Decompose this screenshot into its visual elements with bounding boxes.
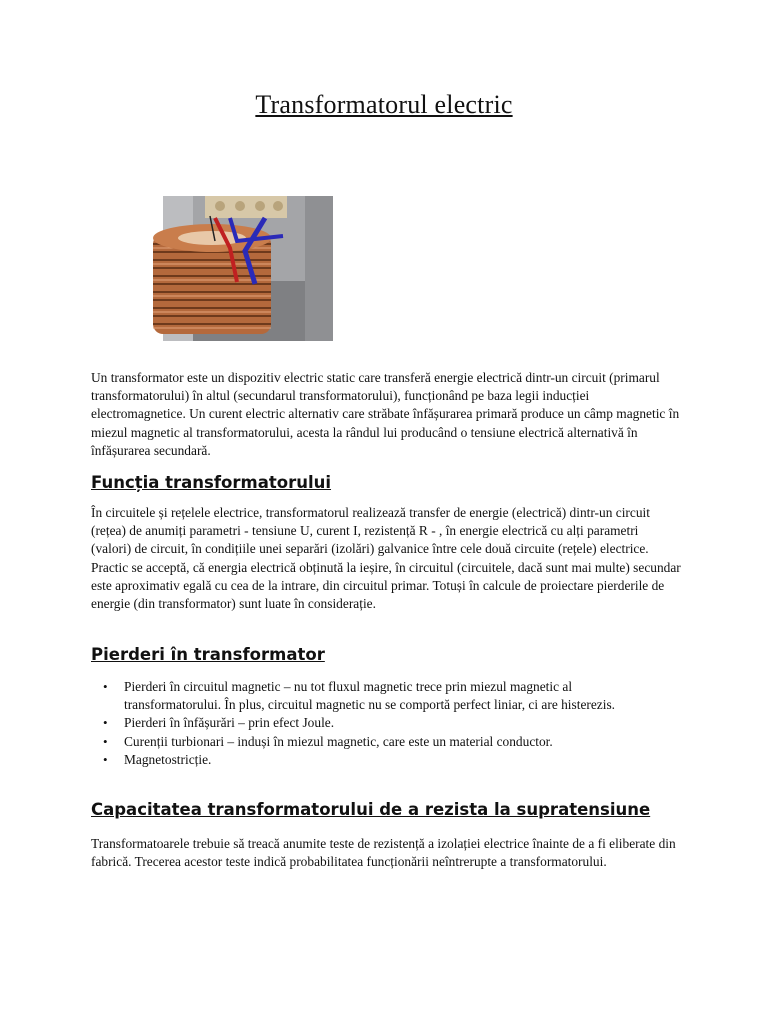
list-item-text: Curenții turbionari – induși în miezul magnetic, care este un material conductor. (124, 733, 553, 749)
section-heading-function: Funcția transformatorului (91, 473, 332, 492)
losses-list (103, 678, 663, 769)
transformer-coil-illustration (145, 186, 345, 346)
list-item-text: Magnetostricție. (124, 751, 212, 767)
intro-paragraph: Un transformator este un dispozitiv electric static care transferă energie electrică dintr-un circuit (primarul transformatorului) în altul (secundarul transformatorului), funcționând pe baza legii inducției electromagnetice. Un curent electric alternativ care străbate înfășurarea primară produce un câmp magnetic în miezul magnetic al transformatorului, acesta la rândul lui producând o tensiune electrică alternativă în înfășurarea secundară. (91, 370, 680, 458)
list-item-text: Pierderi în înfășurări – prin efect Joule. (124, 715, 335, 731)
list-item: • Curenții turbionari – induși în miezul magnetic, care este un material conductor. (103, 733, 553, 749)
list-item-text: Pierderi în circuitul magnetic – nu tot fluxul magnetic trece prin miezul magnetic al transformatorului. În plus, circuitul magnetic nu se comportă perfect liniar, ci are histerezis. (124, 679, 616, 713)
capacity-paragraph: Transformatoarele trebuie să treacă anumite teste de rezistență a izolației electrice înainte de a fi eliberate din fabrică. Trecerea acestor teste indică probabilitatea funcționării neîntrerupte a transformatorului. (91, 836, 676, 870)
list-item: • Pierderi în înfășurări – prin efect Joule. (103, 715, 335, 731)
document-title: Transformatorul electric (255, 90, 513, 119)
section-heading-losses: Pierderi în transformator (91, 645, 325, 664)
list-item: • Magnetostricție. (103, 751, 212, 767)
section-heading-capacity: Capacitatea transformatorului de a rezista la supratensiune (91, 800, 651, 819)
function-paragraph: În circuitele și rețelele electrice, transformatorul realizează transfer de energie (electrică) dintr-un circuit (rețea) de anumiți parametri - tensiune U, curent I, rezistență R - , în energie electrică cu alți parametri (valori) de circuit, în condițiile unei separări (izolări) galvanice între cele două circuite (rețele) electrice. Practic se acceptă, că energia electrică obținută la ieșire, în circuitul (circuitele, dacă sunt mai multe) secundar este aproximativ egală cu cea de la intrare, din circuitul primar. Totuși în calcule de proiectare pierderile de energie (din transformator) sunt luate în considerație. (91, 505, 681, 612)
list-item: • Pierderi în circuitul magnetic – nu tot fluxul magnetic trece prin miezul magnetic al transformatorului. În plus, circuitul magnetic nu se comportă perfect liniar, ci are histerezis. (103, 679, 616, 713)
